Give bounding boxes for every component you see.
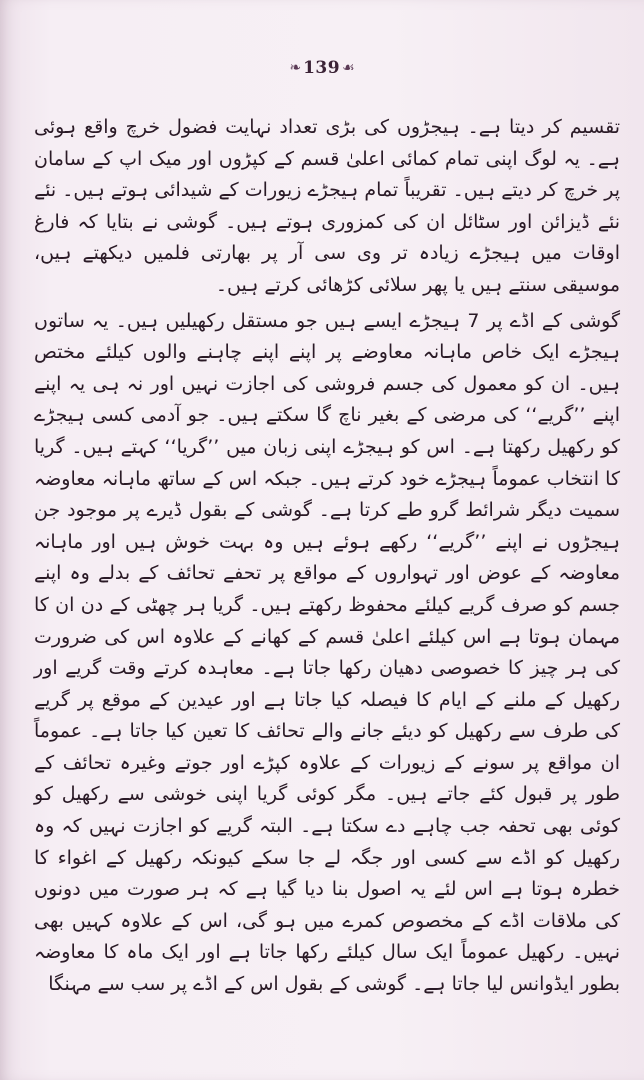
ornament-right-icon: ☙ bbox=[342, 60, 355, 76]
page-number: 139 bbox=[303, 58, 341, 78]
paragraph-1: تقسیم کر دیتا ہے۔ ہیجڑوں کی بڑی تعداد نہایت فضول خرچ واقع ہوئی ہے۔ یہ لوگ اپنی تمام کمائی اعلیٰ قسم کے کپڑوں اور میک اپ کے سامان پر خرچ کر دیتے ہیں۔ تقریباً تمام ہیجڑے زیورات کے شیدائی ہوتے ہیں۔ نئے نئے ڈیزائن اور سٹائل ان کی کمزوری ہوتے ہیں۔ گوشی نے بتایا کہ فارغ اوقات میں ہیجڑے زیادہ تر وی سی آر پر بھارتی فلمیں دیکھتے ہیں، موسیقی سنتے ہیں یا پھر سلائی کڑھائی کرتے ہیں۔ bbox=[34, 116, 620, 296]
page-number-header bbox=[0, 58, 644, 78]
ornament-left-icon: ❧ bbox=[289, 60, 302, 76]
page-body bbox=[34, 112, 620, 1062]
paragraph-2: گوشی کے اڈے پر 7 ہیجڑے ایسے ہیں جو مستقل رکھیلیں ہیں۔ یہ ساتوں ہیجڑے ایک خاص ماہانہ معاوضے پر اپنے اپنے چاہنے والوں کیلئے مختص ہیں۔ ان کو معمول کی جسم فروشی کی اجازت نہیں اور نہ ہی یہ اپنے اپنے ’’گریے‘‘ کی مرضی کے بغیر ناچ گا سکتے ہیں۔ جو آدمی کسی ہیجڑے کو رکھیل رکھتا ہے۔ اس کو ہیجڑے اپنی زبان میں ’’گریا‘‘ کہتے ہیں۔ گریا کا انتخاب عموماً ہیجڑے خود کرتے ہیں۔ جبکہ اس کے ساتھ ماہانہ معاوضہ سمیت دیگر شرائط گرو طے کرتا ہے۔ گوشی کے بقول ڈیرے پر موجود جن ہیجڑوں نے اپنے ’’گریے‘‘ رکھے ہوئے ہیں وہ بہت خوش ہیں اور ماہانہ معاوضہ کے عوض اور تہواروں کے مواقع پر تحفے تحائف کے بدلے وہ اپنے جسم کو صرف گریے کیلئے محفوظ رکھتے ہیں۔ گریا ہر چھٹی کے دن ان کا مہمان ہوتا ہے اس کیلئے اعلیٰ قسم کے کھانے کے علاوہ اس کی ضرورت کی ہر چیز کا خصوصی دھیان رکھا جاتا ہے۔ معاہدہ کرتے وقت گریے اور رکھیل کے ملنے کے ایام کا فیصلہ کیا جاتا ہے اور عیدین کے موقع پر گریے کی طرف سے رکھیل کو دیئے جانے والے تحائف کا تعین کیا جاتا ہے۔ عموماً ان مواقع پر سونے کے زیورات کے علاوہ کپڑے اور جوتے وغیرہ تحائف کے طور پر قبول کئے جاتے ہیں۔ مگر کوئی گریا اپنی خوشی سے رکھیل کو کوئی بھی تحفہ جب چاہے دے سکتا ہے۔ البتہ گریے کو اجازت نہیں کہ وہ رکھیل کو اڈے سے کسی اور جگہ لے جا سکے کیونکہ رکھیل کے اغواء کا خطرہ ہوتا ہے اس لئے یہ اصول بنا دیا گیا ہے کہ ہر صورت میں دونوں کی ملاقات اڈے کے مخصوص کمرے میں ہو گی، اس کے علاوہ کہیں بھی نہیں۔ رکھیل عموماً ایک سال کیلئے رکھا جاتا ہے اور ایک ماہ کا معاوضہ بطور ایڈوانس لیا جاتا ہے۔ گوشی کے بقول اس کے اڈے پر سب سے مہنگا bbox=[34, 309, 620, 996]
